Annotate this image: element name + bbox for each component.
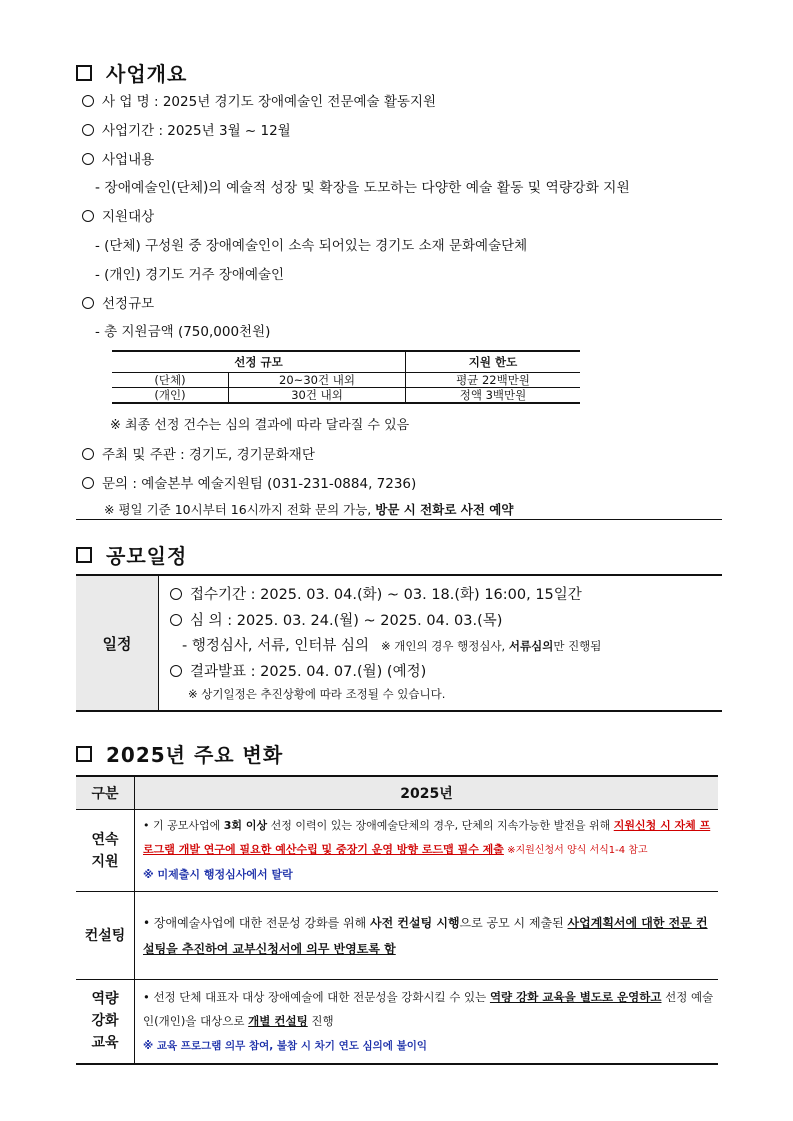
circle-bullet-icon <box>82 210 94 222</box>
review-detail: - 행정심사, 서류, 인터뷰 심의 ※ 개인의 경우 행정심사, 서류심의만 진행됨 <box>182 638 602 654</box>
table-cell: (단체) <box>112 373 229 388</box>
inquiry-note: ※ 평일 기준 10시부터 16시까지 전화 문의 가능, 방문 시 전화로 사전 예약 <box>104 502 514 517</box>
row-value-education: • 선정 단체 대표자 대상 장애예술에 대한 전문성을 강화시킬 수 있는 역량 강화 교육을 별도로 운영하고 선정 예술인(개인)을 대상으로 개별 컨설팅 진행 ※ 교육 프로그램 의무 참여, 불참 시 차기 연도 심의에 불이익 <box>135 980 719 1064</box>
result-announcement: 결과발표 : 2025. 04. 07.(월) (예정) <box>170 660 426 681</box>
review-period: 심 의 : 2025. 03. 24.(월) ~ 2025. 04. 03.(목) <box>170 609 502 630</box>
selection-scale-table <box>112 350 580 404</box>
content-heading: 사업내용 <box>82 148 154 168</box>
circle-bullet-icon <box>82 448 94 460</box>
project-period: 사업기간 : 2025년 3월 ~ 12월 <box>82 119 291 139</box>
schedule-note: ※ 상기일정은 추진상황에 따라 조정될 수 있습니다. <box>188 687 446 701</box>
table-cell: 정액 3백만원 <box>406 388 581 404</box>
review-note: ※ 개인의 경우 행정심사, 서류심의만 진행됨 <box>380 639 602 653</box>
table-header-limit: 지원 한도 <box>406 351 581 373</box>
table-row <box>112 388 580 404</box>
content-detail: - 장애예술인(단체)의 예술적 성장 및 확장을 도모하는 다양한 예술 활동 및 역량강화 지원 <box>95 180 630 196</box>
table-row-continuous <box>76 810 718 892</box>
section-title-overview: 사업개요 <box>76 58 187 87</box>
circle-bullet-icon <box>82 95 94 107</box>
circle-bullet-icon <box>82 153 94 165</box>
header-category: 구분 <box>76 776 135 810</box>
target-heading: 지원대상 <box>82 205 154 225</box>
table-row-consulting <box>76 892 718 980</box>
circle-bullet-icon <box>170 614 182 626</box>
header-year: 2025년 <box>135 776 719 810</box>
circle-bullet-icon <box>170 665 182 677</box>
schedule-box <box>76 574 722 712</box>
table-cell: 30건 내외 <box>229 388 406 404</box>
section-title-changes: 2025년 주요 변화 <box>76 739 283 768</box>
table-cell: 평균 22백만원 <box>406 373 581 388</box>
circle-bullet-icon <box>170 588 182 600</box>
section-title-schedule: 공모일정 <box>76 540 187 569</box>
table-row-education <box>76 980 718 1064</box>
scale-note: ※ 최종 선정 건수는 심의 결과에 따라 달라질 수 있음 <box>110 418 410 433</box>
checkbox-square-icon <box>76 65 92 81</box>
checkbox-square-icon <box>76 746 92 762</box>
circle-bullet-icon <box>82 477 94 489</box>
table-header-row <box>76 776 718 810</box>
schedule-label: 일정 <box>76 576 159 710</box>
target-group: - (단체) 구성원 중 장애예술인이 소속 되어있는 경기도 소재 문화예술단체 <box>95 238 528 254</box>
scale-heading: 선정규모 <box>82 292 154 312</box>
circle-bullet-icon <box>82 297 94 309</box>
circle-bullet-icon <box>82 124 94 136</box>
changes-table <box>76 775 718 1065</box>
table-row <box>112 373 580 388</box>
section-divider <box>76 519 722 520</box>
checkbox-square-icon <box>76 547 92 563</box>
inquiry-contact: 문의 : 예술본부 예술지원팀 (031-231-0884, 7236) <box>82 472 416 492</box>
table-cell: (개인) <box>112 388 229 404</box>
table-header-scale: 선정 규모 <box>112 351 406 373</box>
project-name: 사 업 명 : 2025년 경기도 장애예술인 전문예술 활동지원 <box>82 90 436 110</box>
row-value-continuous: • 기 공모사업에 3회 이상 선정 이력이 있는 장애예술단체의 경우, 단체의 지속가능한 발전을 위해 지원신청 시 자체 프로그램 개발 연구에 필요한 예산수립 및 중장기 운영 방향 로드맵 필수 제출 ※지원신청서 양식 서식1-4 참고 ※ 미제출시 행정심사에서 탈락 <box>135 810 719 892</box>
row-key-consulting: 컨설팅 <box>76 892 135 980</box>
table-header-row <box>112 351 580 373</box>
row-value-consulting: • 장애예술사업에 대한 전문성 강화를 위해 사전 컨설팅 시행으로 공모 시 제출된 사업계획서에 대한 전문 컨설팅을 추진하여 교부신청서에 의무 반영토록 함 <box>135 892 719 980</box>
row-key-education: 역량 강화 교육 <box>76 980 135 1064</box>
reception-period: 접수기간 : 2025. 03. 04.(화) ~ 03. 18.(화) 16:00, 15일간 <box>170 583 582 604</box>
host-organizer: 주최 및 주관 : 경기도, 경기문화재단 <box>82 443 315 463</box>
target-individual: - (개인) 경기도 거주 장애예술인 <box>95 267 285 283</box>
row-key-continuous: 연속 지원 <box>76 810 135 892</box>
table-cell: 20~30건 내외 <box>229 373 406 388</box>
total-amount: - 총 지원금액 (750,000천원) <box>95 324 271 340</box>
